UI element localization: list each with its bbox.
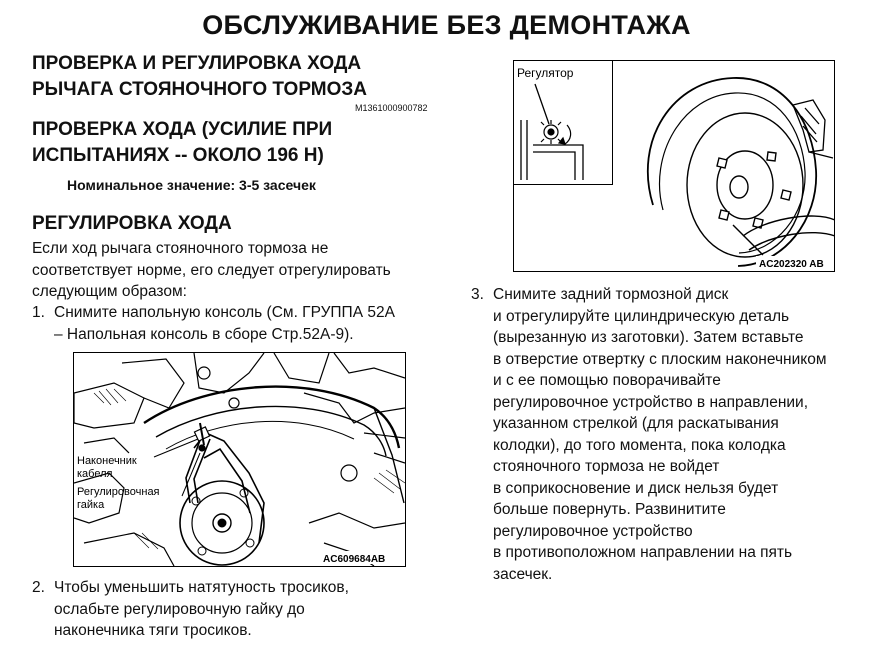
figure-disc-adjust (513, 60, 835, 272)
step-line: регулировочное устройство (493, 522, 693, 540)
step-line: и отрегулируйте цилиндрическую деталь (493, 307, 790, 325)
adjust-heading: РЕГУЛИРОВКА ХОДА (32, 213, 232, 234)
step-1 (32, 302, 452, 345)
label-adjust-nut-line: Регулировочная (77, 486, 160, 498)
label-cable-end-line: кабеля (77, 468, 113, 480)
check-heading (32, 117, 332, 169)
step-line: больше повернуть. Развинитите (493, 501, 726, 518)
step-line: в отверстие отвертку с плоским наконечником (493, 350, 827, 368)
step-line: в противоположном направлении на пять (493, 544, 793, 561)
figure-code: AC609684AB (323, 554, 386, 565)
intro-line: соответствует норме, его следует отрегулировать (32, 261, 391, 279)
step-line: указанном стрелкой (для раскатывания (493, 415, 779, 432)
step-number: 1. (32, 304, 45, 321)
step-line: – Напольная консоль в сборе Стр.52А-9). (54, 325, 354, 343)
step-3 (471, 284, 891, 585)
figure-disc-drawing (513, 60, 835, 272)
section-heading-line: ПРОВЕРКА И РЕГУЛИРОВКА ХОДА (32, 53, 362, 74)
figure-cable-drawing (74, 353, 405, 566)
page-title: ОБСЛУЖИВАНИЕ БЕЗ ДЕМОНТАЖА (202, 10, 691, 40)
figure-code: AC202320 AB (759, 259, 824, 270)
nominal-value: Номинальное значение: 3-5 засечек (67, 177, 316, 193)
step-line: колодки), до того момента, пока колодка (493, 436, 786, 454)
step-line: стояночного тормоза не войдет (493, 458, 720, 475)
section-heading-line: РЫЧАГА СТОЯНОЧНОГО ТОРМОЗА (32, 79, 367, 100)
section-heading (32, 51, 367, 103)
step-line: Снимите напольную консоль (См. ГРУППА 52А (54, 304, 395, 321)
step-line: в соприкосновение и диск нельзя будет (493, 479, 779, 497)
check-heading-line: ПРОВЕРКА ХОДА (УСИЛИЕ ПРИ (32, 119, 333, 140)
doc-number: M1361000900782 (355, 103, 428, 113)
check-heading-line: ИСПЫТАНИЯХ -- ОКОЛО 196 Н) (32, 145, 324, 166)
step-number: 3. (471, 286, 484, 303)
step-number: 2. (32, 579, 45, 596)
step-line: наконечника тяги тросиков. (54, 622, 252, 639)
step-line: регулировочное устройство в направлении, (493, 393, 809, 411)
step-line: (вырезанную из заготовки). Затем вставьте (493, 329, 804, 346)
intro-line: Если ход рычага стояночного тормоза не (32, 240, 329, 257)
step-line: и с ее помощью поворачивайте (493, 372, 721, 389)
step-2 (32, 577, 452, 642)
label-adjuster: Регулятор (517, 66, 574, 80)
step-line: ослабьте регулировочную гайку до (54, 600, 305, 618)
intro-line: следующим образом: (32, 283, 187, 300)
label-cable-end-line: Наконечник (77, 455, 137, 467)
step-line: Чтобы уменьшить натятуность тросиков, (54, 579, 349, 596)
step-line: засечек. (493, 565, 553, 583)
figure-cable-adjust (73, 352, 406, 567)
label-adjust-nut-line: гайка (77, 499, 105, 511)
step-line: Снимите задний тормозной диск (493, 286, 729, 303)
intro-paragraph (32, 238, 391, 303)
